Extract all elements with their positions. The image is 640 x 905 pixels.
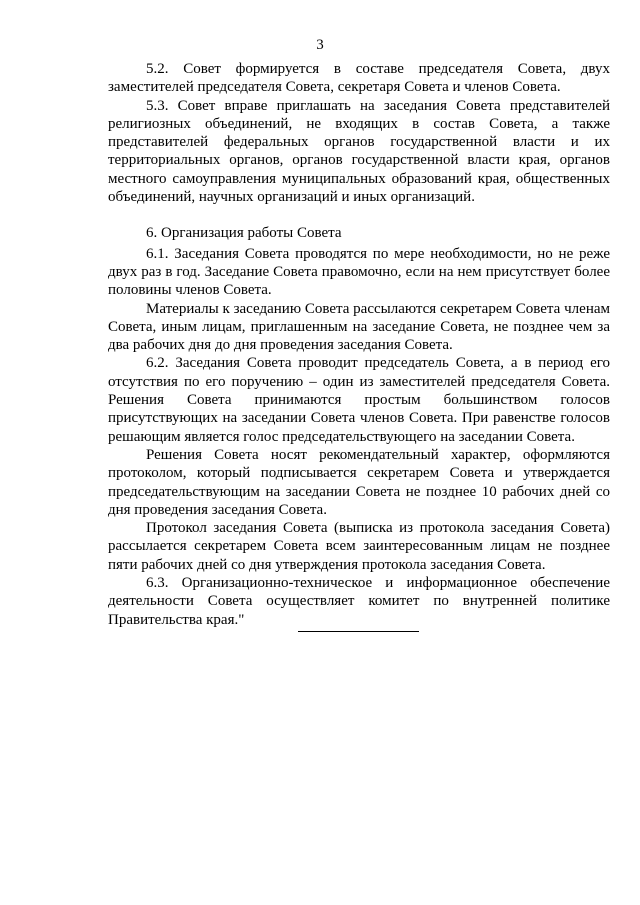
paragraph-6-3: 6.3. Организационно-техническое и информационное обеспечение деятельности Совета осуществляет комитет по внутренней политике Правительства края." xyxy=(108,575,610,628)
document-body xyxy=(108,60,610,629)
paragraph-materials: Материалы к заседанию Совета рассылаются секретарем Совета членам Совета, иным лицам, приглашенным на заседание Совета, не позднее чем за два рабочих дня до дня проведения заседания Совета. xyxy=(108,300,610,354)
end-divider-line xyxy=(298,631,419,632)
paragraph-6-2: 6.2. Заседания Совета проводит председатель Совета, а в период его отсутствия по его поручению – один из заместителей председателя Совета. Решения Совета принимаются простым большинством голосов присутствующих на заседании Совета членов Совета. При равенстве голосов решающим является голос председательствующего на заседании Совета. xyxy=(108,355,610,445)
page-number: 3 xyxy=(316,37,324,53)
section-6-heading: 6. Организация работы Совета xyxy=(146,225,342,242)
paragraph-6-1: 6.1. Заседания Совета проводятся по мере необходимости, но не реже двух раз в год. Заседание Совета правомочно, если на нем присутствует более половины членов Совета. xyxy=(108,245,610,299)
paragraph-protocol: Протокол заседания Совета (выписка из протокола заседания Совета) рассылается секретарем Совета всем заинтересованным лицам не позднее пяти рабочих дней со дня утверждения протокола заседания Совета. xyxy=(108,520,610,573)
paragraph-decisions: Решения Совета носят рекомендательный характер, оформляются протоколом, который подписывается секретарем Совета и утверждается председательствующим на заседании Совета не позднее 10 рабочих дней со дня проведения заседания Совета. xyxy=(108,446,610,518)
paragraph-5-3: 5.3. Совет вправе приглашать на заседания Совета представителей религиозных объединений, не входящих в состав Совета, а также представителей федеральных органов государственной власти и их территориальных органов, органов государственной власти края, органов местного самоуправления муниципальных образований края, общественных объединений, научных организаций и иных организаций. xyxy=(108,97,610,206)
paragraph-5-2: 5.2. Совет формируется в составе председателя Совета, двух заместителей председателя Совета, секретаря Совета и членов Совета. xyxy=(108,61,610,96)
